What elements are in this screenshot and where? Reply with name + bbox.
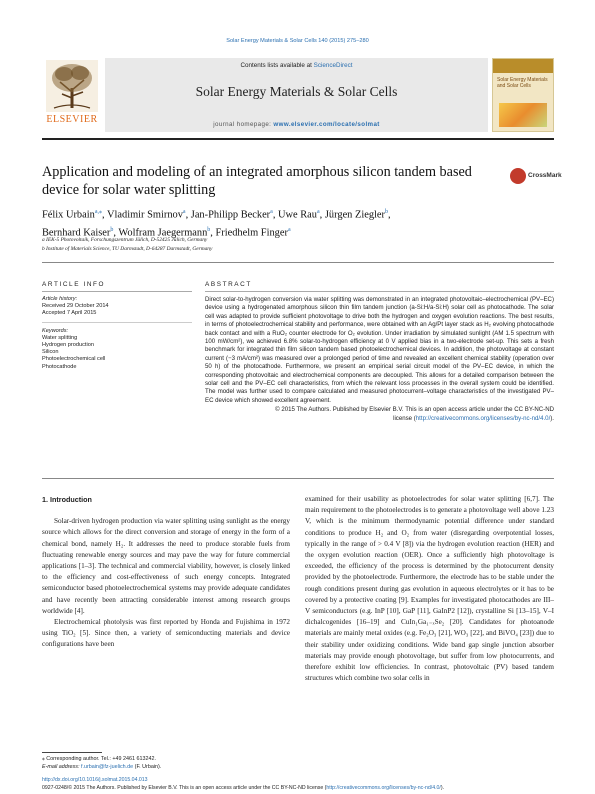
email-label: E-mail address: bbox=[42, 764, 81, 770]
abstract-rule bbox=[205, 291, 554, 292]
author-name[interactable]: Jan-Philipp Becker bbox=[190, 209, 271, 221]
author-name[interactable]: Uwe Rau bbox=[278, 209, 317, 221]
article-title: Application and modeling of an integrated amorphous silicon tandem based device for solar water splitting bbox=[42, 164, 472, 198]
homepage-link[interactable]: www.elsevier.com/locate/solmat bbox=[273, 121, 380, 128]
article-info-divider bbox=[42, 322, 192, 323]
footnote-rule bbox=[42, 752, 102, 753]
article-info-rule bbox=[42, 291, 192, 292]
author-separator: , bbox=[387, 209, 391, 221]
body-paragraph: examined for their usability as photoelectrodes for solar water splitting [6,7]. The main requirement to the photoelectrodes is to generate a photovoltage well above 1.23 V, which is the minimum thermodynamic potential difference under standard conditions to produce H₂ and O₂ from water (disregarding overpotential losses, typically in the range of > 0.4 V [8]) via the hydrogen evolution reaction (HER) and the oxygen evolution reaction (OER). Once a sufficiently high photovoltage is exceeded, the efficiency of the process is determined by the photocurrent density provided by the photoelectrode. Furthermore, the electrode has to be stable under the rough conditions present during gas evolution in aqueous electrolytes or it has to be covered by a protective coating [9]. Examples for investigated photocathodes are III–V semiconductors (e.g. InP [10], GaP [11], GaInP2 [12]), crystalline Si [13–15], V–I dichalcogenides [16–19] and CuIn₁Ga₁₋ₓSe₂ [20]. Candidates for photoanode materials are mainly metal oxides (e.g. Fe₂O₃ [21], WO₃ [22], and BiVO₄ [23]) due to their stability under oxidizing conditions. Wide band gap single junction absorber materials may provide enough photovoltage, but suffer from low photocurrents, and therefore exhibit low efficiencies. In contrast, photovoltaic (PV) based tandem structures which combine two solar cells in bbox=[305, 495, 554, 683]
sciencedirect-link[interactable]: ScienceDirect bbox=[313, 62, 353, 69]
author-name[interactable]: Wolfram Jaegermann bbox=[118, 227, 208, 239]
author-affiliation-marker[interactable]: a bbox=[287, 226, 291, 233]
issn-text: 0927-0248/© 2015 The Authors. Published by Elsevier B.V. This is an open access article under the CC BY-NC-ND license ( bbox=[42, 784, 327, 791]
footnotes bbox=[42, 755, 290, 771]
keyword: Hydrogen production bbox=[42, 342, 94, 349]
keyword: Water splitting bbox=[42, 334, 78, 341]
header-rule bbox=[42, 138, 554, 140]
author-affiliation-marker[interactable]: b bbox=[110, 226, 114, 233]
keyword: Photoelectrochemical cell bbox=[42, 356, 106, 363]
email-note bbox=[42, 763, 290, 771]
journal-reference[interactable]: Solar Energy Materials & Solar Cells 140 (2015) 275–280 bbox=[226, 38, 369, 44]
body-paragraph: Electrochemical photolysis was first reported by Honda and Fujishima in 1972 using TiO₂ [5]. Since then, a variety of semiconducting materials and device configurations have been bbox=[42, 618, 290, 649]
copyright-line-2: license ( bbox=[393, 414, 416, 422]
author-separator: , bbox=[101, 209, 107, 221]
keyword: Silicon bbox=[42, 349, 59, 356]
introduction-heading: 1. Introduction bbox=[42, 495, 92, 504]
accepted-date: Accepted 7 April 2015 bbox=[42, 310, 97, 317]
publisher-wordmark: ELSEVIER bbox=[46, 114, 98, 125]
copyright-line-end: ). bbox=[550, 414, 554, 422]
abstract-paragraph: Direct solar-to-hydrogen conversion via water splitting was demonstrated in an integrated photovoltaic–electrochemical (PV–EC) device using a hydrogenated amorphous silicon thin film tandem junction (a-Si:H/a-Si:H) solar cell as photocathode. The solar cell was adapted to provide sufficient photovoltage to drive both the hydrogen and oxygen evolution reactions. The best results, in terms of photoelectrochemical stability and performance, were obtained with an Ag/Pt layer stack as H₂ evolving photocathode back contact and with a RuO₂ counter electrode for O₂ evolution. Under irradiation by simulated sunlight (AM 1.5 spectrum with 100 mW/cm²), we achieved 6.8% solar-to-hydrogen efficiency at 0 V applied bias in a two-electrode set-up. This sets a fresh benchmark for integrated thin film silicon tandem based photoelectrochemical devices. In addition, the photovoltage at constant current (−3 mA/cm²) was measured over a prolonged period of time and revealed an excellent chemical stability (operation over 50 h) of the photocathode. Furthermore, we present an empirical serial circuit model of the PV–EC device, in which the corresponding photovoltaic and electrochemical components are decoupled. This allows for a detailed comparison between the solar cell and the PV–EC cell characteristics, from which the relevant loss processes in the overall system could be identified. The model was further used to compare calculated and measured photocurrent–voltage characteristics of the investigated PV–EC device which showed excellent agreement. bbox=[205, 296, 554, 404]
body-paragraph: Solar-driven hydrogen production via water splitting using sunlight as the energy source which allows for the direct conversion and storage of energy in the form of a chemical bond, namely H₂. It addresses the need to produce storable fuels from fluctuating renewable energy sources and may pave the way for future commercial applications [1–3]. The technical and commercial viability, however, is closely linked to the efficiency and cost-effectiveness of such energy concepts. Integrated semiconductor based photoelectrochemical systems may provide adequate candidates and have recently been attracting considerable interest among research groups worldwide [4]. bbox=[42, 517, 290, 615]
cover-title: Solar Energy Materials and Solar Cells bbox=[497, 77, 548, 89]
author-separator: , bbox=[113, 227, 119, 239]
copyright-notice bbox=[205, 406, 554, 423]
email-link[interactable]: f.urbain@fz-juelich.de bbox=[80, 764, 134, 770]
contents-prefix: Contents lists available at bbox=[240, 62, 314, 69]
author-separator: , bbox=[210, 227, 216, 239]
author-affiliation-marker[interactable]: b bbox=[207, 226, 211, 233]
author-affiliation-marker[interactable]: a bbox=[182, 209, 186, 215]
homepage-prefix: journal homepage: bbox=[213, 121, 274, 128]
keywords-label: Keywords: bbox=[42, 327, 69, 334]
contents-line bbox=[105, 62, 488, 69]
homepage-line bbox=[105, 121, 488, 128]
author-name[interactable]: Félix Urbain bbox=[42, 209, 95, 221]
email-suffix: (F. Urbain). bbox=[133, 764, 162, 770]
author-affiliation-marker[interactable]: b bbox=[384, 209, 388, 215]
license-link[interactable]: http://creativecommons.org/licenses/by-nc-nd/4.0/ bbox=[415, 414, 551, 422]
author-separator: , bbox=[185, 209, 191, 221]
keyword: Photocathode bbox=[42, 363, 77, 370]
received-date: Received 29 October 2014 bbox=[42, 303, 109, 310]
affiliations bbox=[42, 236, 554, 253]
journal-masthead bbox=[42, 58, 554, 134]
article-info bbox=[42, 296, 192, 371]
author-affiliation-marker[interactable]: a bbox=[316, 209, 320, 215]
author-name[interactable]: Bernhard Kaiser bbox=[42, 227, 111, 239]
page-footer bbox=[42, 777, 554, 793]
journal-cover-thumbnail[interactable] bbox=[492, 58, 554, 132]
body-column-left bbox=[42, 494, 290, 651]
masthead-center bbox=[105, 58, 488, 132]
issn-end: ). bbox=[440, 784, 445, 791]
affiliation-b: b Institute of Materials Science, TU Darmstadt, D-64287 Darmstadt, Germany bbox=[42, 245, 213, 252]
author-separator: , bbox=[319, 209, 325, 221]
body-rule bbox=[42, 478, 554, 479]
affiliation-a: a IEK-5 Photovoltaik, Forschungszentrum Jülich, D-52425 Jülich, Germany bbox=[42, 237, 208, 243]
author-affiliation-marker[interactable]: a,⁎ bbox=[94, 209, 102, 215]
abstract-heading: ABSTRACT bbox=[205, 281, 252, 288]
doi-link[interactable]: http://dx.doi.org/10.1016/j.solmat.2015.04.013 bbox=[42, 777, 148, 783]
copyright-line-1: © 2015 The Authors. Published by Elsevier B.V. This is an open access article under the CC BY-NC-ND bbox=[275, 406, 554, 414]
author-name[interactable]: Jürgen Ziegler bbox=[324, 209, 385, 221]
author-name[interactable]: Vladimir Smirnov bbox=[107, 209, 183, 221]
history-label: Article history: bbox=[42, 296, 78, 302]
abstract-body bbox=[205, 296, 554, 423]
author-separator: , bbox=[272, 209, 279, 221]
cover-banner bbox=[493, 59, 553, 73]
corresponding-author-note: ⁎ Corresponding author. Tel.: +49 2461 613242. bbox=[42, 756, 156, 762]
author-name[interactable]: Friedhelm Finger bbox=[215, 227, 288, 239]
article-info-heading: ARTICLE INFO bbox=[42, 281, 106, 288]
crossmark-icon bbox=[510, 168, 526, 184]
body-column-right bbox=[305, 494, 554, 684]
elsevier-logo[interactable] bbox=[42, 58, 102, 132]
author-affiliation-marker[interactable]: a bbox=[270, 209, 273, 215]
issn-line bbox=[42, 785, 554, 793]
section-rule bbox=[42, 262, 554, 263]
crossmark-label: CrossMark bbox=[528, 172, 562, 179]
cover-image bbox=[499, 103, 547, 127]
crossmark-badge[interactable] bbox=[510, 168, 562, 188]
journal-title[interactable]: Solar Energy Materials & Solar Cells bbox=[195, 84, 398, 99]
footer-license-link[interactable]: http://creativecommons.org/licenses/by-nc-nd/4.0/ bbox=[326, 784, 441, 791]
